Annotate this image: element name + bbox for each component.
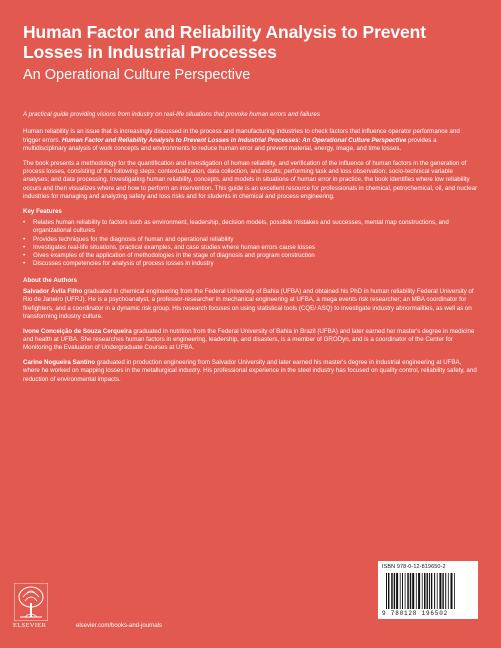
author-name: Carine Nogueira Santino — [23, 359, 96, 367]
intro-text-end: provides a multidisciplinary analysis of work concepts and environments to reduce human error and prevent material, energy, image, and time losses. — [23, 136, 437, 152]
author-bio — [23, 359, 479, 384]
barcode-bar — [396, 573, 398, 609]
key-features-heading: Key Features — [23, 207, 62, 215]
feature-item: • Discusses competencies for analysis of process losses in industry — [23, 260, 479, 268]
author-bio-text: graduated in production engineering from Salvador University and later earned his master's degree in industrial engineering at UFBA, where he worked on mapping losses in the metallurgical industry. His professional experience in the steel industry has focused on quality control, reliability safety, and reduction of environmental impacts. — [23, 359, 477, 383]
title-line-2: Losses in Industrial Processes — [23, 42, 277, 62]
barcode-bar — [454, 573, 455, 609]
barcode-bar — [437, 573, 438, 609]
barcode-bar — [416, 573, 417, 609]
barcode-bar — [439, 573, 441, 609]
author-bio — [23, 288, 479, 321]
barcode-digits: 9 780128 196502 — [382, 610, 449, 617]
isbn-number: ISBN 978-0-12-819650-2 — [382, 564, 446, 570]
barcode-bar — [431, 573, 432, 609]
barcode-bar — [388, 573, 389, 609]
book-subtitle: An Operational Culture Perspective — [23, 67, 251, 83]
barcode-bar — [402, 573, 403, 609]
feature-item: • Provides techniques for the diagnosis of human and operational reliability — [23, 236, 479, 244]
feature-item: • Gives examples of the application of methodologies in the stage of diagnosis and program construction — [23, 252, 479, 260]
barcode-bar — [427, 573, 428, 609]
author-name: Salvador Ávila Filho — [23, 288, 83, 296]
barcode-bar — [451, 573, 453, 609]
author-bio-text: graduated in chemical engineering from the Federal University of Bahia (UFBA) and obtained his PhD in human reliability Federal University of Rio de Janeiro (UFRJ). He is a psychoanalyst, a professor-researcher in mechanical engineering at UFBA, a mega events risk researcher; an MBA coordinator for firefighters, and a coordinator in a dynamic risk group. His research focuses on using statistical tools (CQE/ ASQ) to investigate industry abnormalities, as well as on transforming industry culture. — [23, 288, 474, 320]
barcode-bar — [394, 573, 395, 609]
barcode-bar — [412, 573, 414, 609]
feature-item: • Relates human reliability to factors such as environment, leadership, decision models, possible mistakes and successes, mental map constructions, and organizational cultures — [23, 219, 479, 236]
barcode-bar — [422, 573, 423, 609]
feature-item: • Investigates real-life situations, practical examples, and case studies where human errors cause losses — [23, 244, 479, 252]
intro-book-title: Human Factor and Reliability Analysis to Prevent Losses in Industrial Processes: An Operational Culture Perspective — [61, 136, 407, 144]
barcode-bar — [429, 573, 430, 609]
isbn-barcode — [378, 561, 478, 619]
elsevier-tree-logo-icon — [14, 583, 48, 621]
barcode-bar — [434, 573, 435, 609]
title-line-1: Human Factor and Reliability Analysis to Prevent — [23, 22, 426, 42]
barcode-bar — [445, 573, 446, 609]
intro-paragraph — [23, 128, 479, 153]
barcode-bar — [407, 573, 409, 609]
cover-body — [23, 111, 479, 391]
barcode-icon — [384, 573, 472, 609]
barcode-bar — [448, 573, 449, 609]
barcode-bar — [386, 573, 387, 609]
barcode-bar — [405, 573, 406, 609]
tagline: A practical guide providing visions from industry on real-life situations that provoke human errors and failures — [23, 111, 320, 118]
author-name: Ivone Conceição de Souza Cerqueira — [23, 327, 132, 335]
book-title — [23, 22, 483, 62]
barcode-bar — [418, 573, 420, 609]
publisher-name: ELSEVIER — [13, 622, 47, 629]
key-features-list — [23, 219, 479, 269]
barcode-bar — [391, 573, 393, 609]
publisher-url: elsevier.com/books-and-journals — [76, 623, 163, 629]
intro-text-start: Human reliability is an issue that is increasingly discussed in the process and manufacturing industries to check factors that influence operator performance and trigger errors. — [23, 128, 460, 144]
about-authors-heading: About the Authors — [23, 276, 78, 284]
barcode-bar — [424, 573, 426, 609]
barcode-bar — [410, 573, 411, 609]
barcode-bar — [400, 573, 401, 609]
author-bio-text: graduated in nutrition from the Federal University of Bahia in Brazil (UFBA) and later earned her master's degree in medicine and health at UFBA. She researches human factors in engineering, leadership, and disasters, is a member of GRODyn, and is a coordinator of the Center for Monitoring the Evaluation of Undergraduate Courses at UFBA. — [23, 327, 475, 352]
methodology-paragraph: The book presents a methodology for the quantification and investigation of human reliability, and verification of the influence of human factors in the generation of process losses, consisting of the following steps: contextualization, data collection, and results; performing task and loss observation; socio-technical variable analyses; and data processing. Investigating human reliability, concepts, and models in situations of human error in practice, the book identifies where low reliability occurs and then visualizes where and how to perform an intervention. This guide is an excellent resource for professionals in chemical, petrochemical, oil, and nuclear industries for managing and analyzing safety and loss risks and for students in chemical and process engineering. — [23, 159, 478, 200]
author-bio — [23, 328, 479, 353]
barcode-bar — [442, 573, 443, 609]
